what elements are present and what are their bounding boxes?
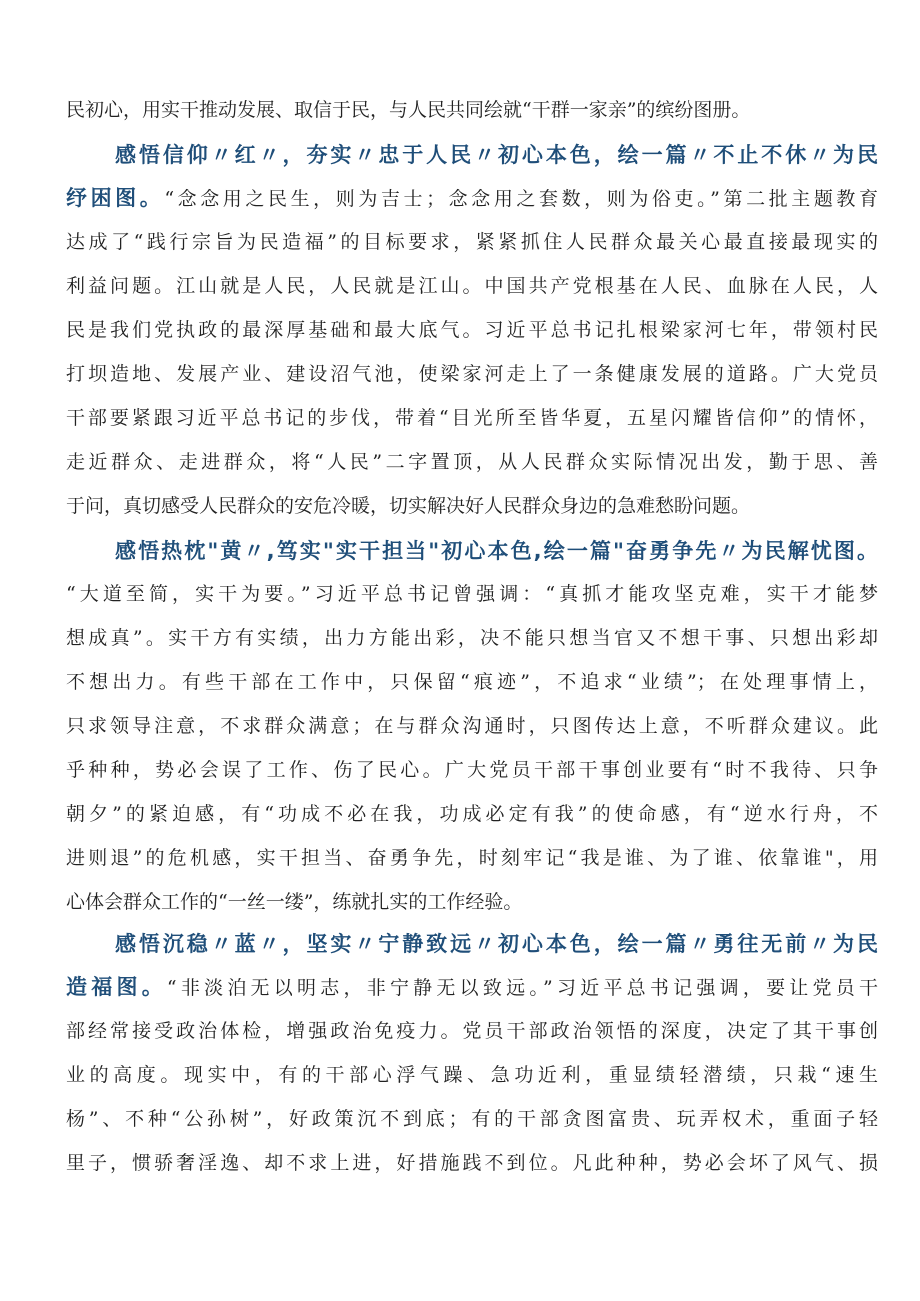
- text-line: 走近群众、走进群众，将“人民”二字置顶，从人民群众实际情况出发，勤于思、善: [66, 451, 878, 473]
- text-line: 造福图。“非淡泊无以明志，非宁静无以致远。”习近平总书记强调，要让党员干: [66, 975, 878, 999]
- text-line: 部经常接受政治体检，增强政治免疫力。党员干部政治领悟的深度，决定了其干事创: [66, 1020, 878, 1042]
- text-line: 打坝造地、发展产业、建设沼气池，使梁家河走上了一条健康发展的道路。广大党员: [66, 363, 878, 385]
- text-line: 民是我们党执政的最深厚基础和最大底气。习近平总书记扎根梁家河七年，带领村民: [66, 319, 878, 341]
- text-line: 心体会群众工作的“一丝一缕”，练就扎实的工作经验。: [66, 891, 523, 913]
- text-line: 不想出力。有些干部在工作中，只保留“痕迹”，不追求“业绩”；在处理事情上，: [66, 671, 878, 693]
- section-heading-blue: 感悟沉稳〃蓝〃，坚实〃宁静致远〃初心本色，绘一篇〃勇往无前〃为民: [115, 932, 878, 956]
- text-line: 民初心，用实干推动发展、取信于民，与人民共同绘就“干群一家亲”的缤纷图册。: [66, 99, 751, 121]
- text-line: 杨”、不种“公孙树”，好政策沉不到底；有的干部贪图富贵、玩弄权术，重面子轻: [66, 1108, 878, 1130]
- text-line: 想成真”。实干方有实绩，出力方能出彩，决不能只想当官又不想干事、只想出彩却: [66, 627, 878, 649]
- text-line: 里子，惯骄奢淫逸、却不求上进，好措施践不到位。凡此种种，势必会坏了风气、损: [66, 1152, 878, 1174]
- text-line: “大道至简，实干为要。”习近平总书记曾强调：“真抓才能攻坚克难，实干才能梦: [66, 583, 878, 605]
- text-line: 达成了“践行宗旨为民造福”的目标要求，紧紧抓住人民群众最关心最直接最现实的: [66, 231, 878, 253]
- text-line: 干部要紧跟习近平总书记的步伐，带着“目光所至皆华夏，五星闪耀皆信仰”的情怀，: [66, 407, 878, 429]
- text-line: 进则退”的危机感，实干担当、奋勇争先，时刻牢记“我是谁、为了谁、依靠谁"，用: [66, 847, 878, 869]
- text-line: 于问，真切感受人民群众的安危冷暖，切实解决好人民群众身边的急难愁盼问题。: [66, 495, 751, 517]
- section-heading-red: 感悟信仰〃红〃，夯实〃忠于人民〃初心本色，绘一篇〃不止不休〃为民: [115, 143, 878, 167]
- text-line: 乎种种，势必会误了工作、伤了民心。广大党员干部干事创业要有“时不我待、只争: [66, 759, 878, 781]
- text-line: 只求领导注意，不求群众满意；在与群众沟通时，只图传达上意，不听群众建议。此: [66, 715, 878, 737]
- text-line: 利益问题。江山就是人民，人民就是江山。中国共产党根基在人民、血脉在人民，人: [66, 275, 878, 297]
- section-heading-yellow: 感悟热枕"黄〃,笃实"实干担当"初心本色,绘一篇"奋勇争先〃为民解忧图。: [115, 539, 878, 563]
- text-line: 纾困图。“念念用之民生，则为吉士；念念用之套数，则为俗吏。”第二批主题教育: [66, 186, 878, 210]
- text-line: 业的高度。现实中，有的干部心浮气躁、急功近利，重显绩轻潜绩，只栽“速生: [66, 1064, 878, 1086]
- text-line: 朝夕”的紧迫感，有“功成不必在我，功成必定有我”的使命感，有“逆水行舟，不: [66, 803, 878, 825]
